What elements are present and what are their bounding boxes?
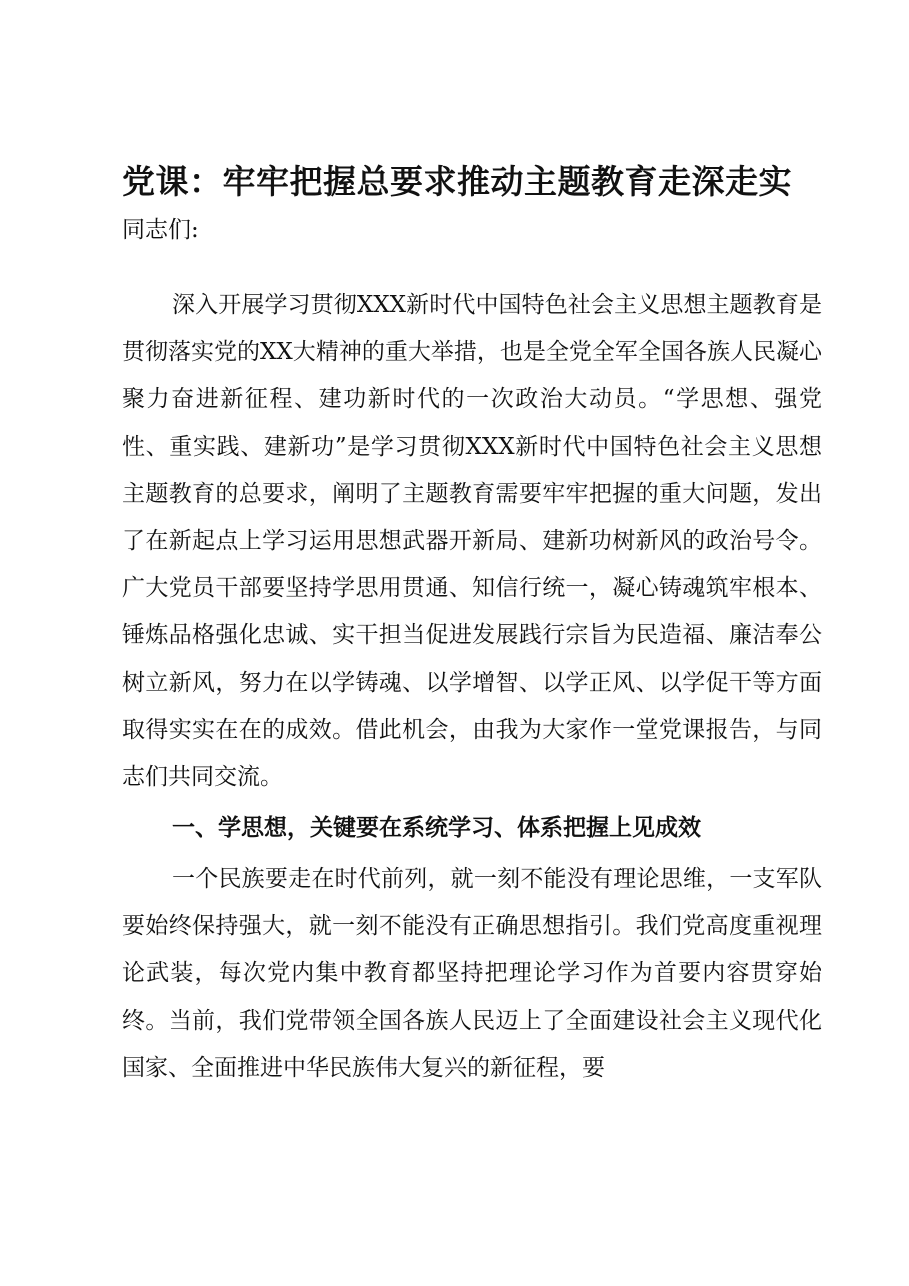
document-title: 党课：牢牢把握总要求推动主题教育走深走实 — [122, 162, 792, 201]
paragraph-section-1: 一个民族要走在时代前列，就一刻不能没有理论思维，一支军队要始终保持强大，就一刻不能没有正确思想指引。我们党高度重视理论武装，每次党内集中教育都坚持把理论学习作为首要内容贯穿始终。当前，我们党带领全国各族人民迈上了全面建设社会主义现代化国家、全面推进中华民族伟大复兴的新征程，要 — [122, 866, 822, 1081]
paragraph-intro: 深入开展学习贯彻XXX新时代中国特色社会主义思想主题教育是贯彻落实党的XX大精神的重大举措，也是全党全军全国各族人民凝心聚力奋进新征程、建功新时代的一次政治大动员。“学思想、强党性、重实践、建新功”是学习贯彻XXX新时代中国特色社会主义思想主题教育的总要求，阐明了主题教育需要牢牢把握的重大问题，发出了在新起点上学习运用思想武器开新局、建新功树新风的政治号令。广大党员干部要坚持学思用贯通、知信行统一，凝心铸魂筑牢根本、锤炼品格强化忠诚、实干担当促进发展践行宗旨为民造福、廉洁奉公树立新风，努力在以学铸魂、以学增智、以学正风、以学促干等方面取得实实在在的成效。借此机会，由我为大家作一堂党课报告，与同志们共同交流。 — [122, 292, 822, 791]
section-heading-1: 一、学思想，关键要在系统学习、体系把握上见成效 — [172, 815, 701, 841]
salutation: 同志们: — [122, 217, 199, 243]
